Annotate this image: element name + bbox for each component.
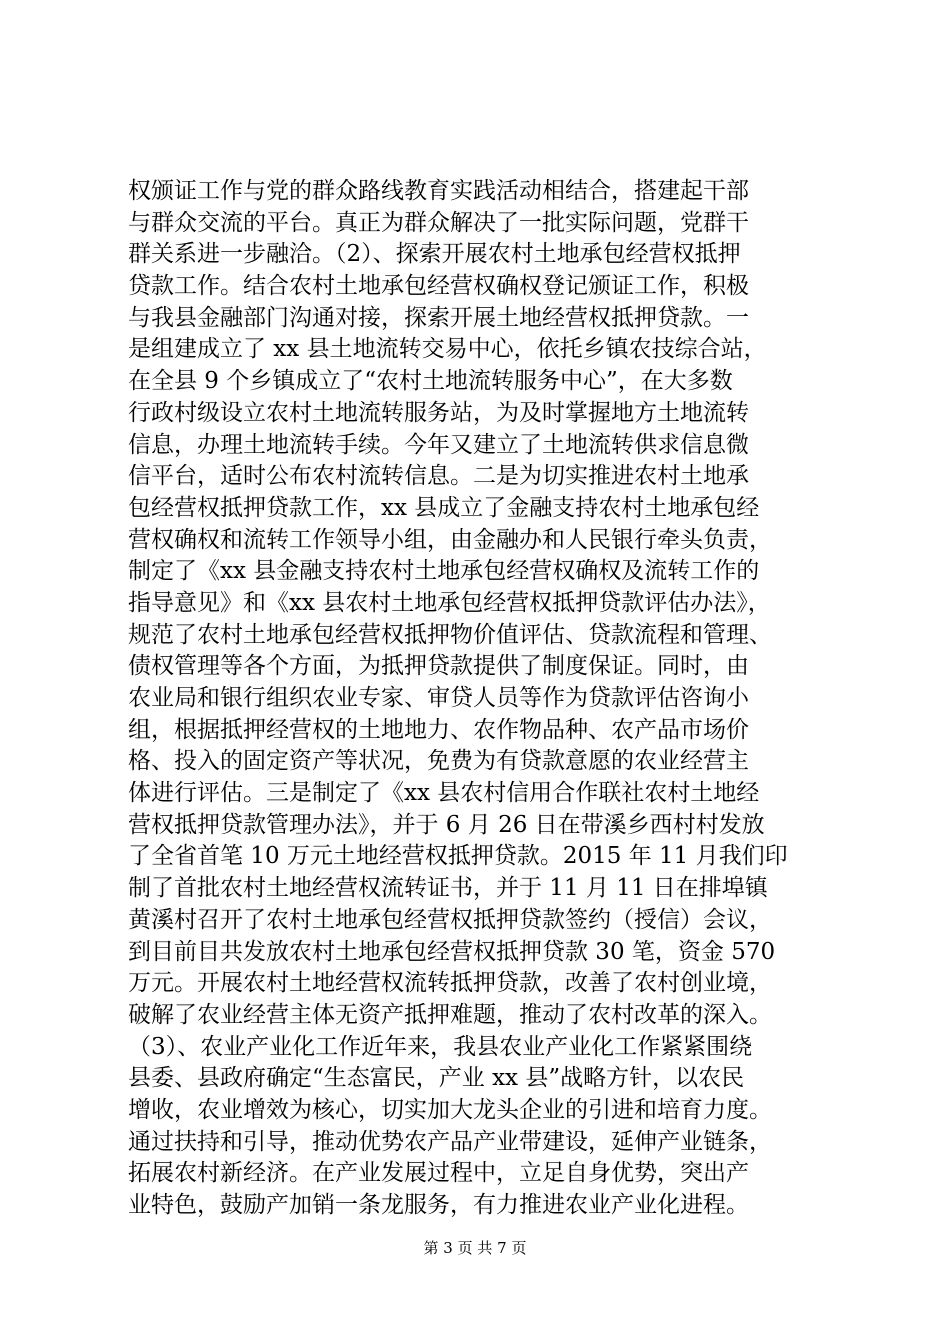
text-line-23: 制了首批农村土地经营权流转证书，并于 11 月 11 日在排埠镇 <box>128 875 768 902</box>
text-line-16: 债权管理等各个方面，为抵押贷款提供了制度保证。同时，由 <box>128 653 749 680</box>
text-line-9: 信息，办理土地流转手续。今年又建立了土地流转供求信息微 <box>128 431 749 458</box>
text-line-6: 是组建成立了 xx 县土地流转交易中心，依托乡镇农技综合站， <box>128 336 767 363</box>
text-line-20: 体进行评估。三是制定了《xx 县农村信用合作联社农村土地经 <box>128 780 760 807</box>
text-line-24: 黄溪村召开了农村土地承包经营权抵押贷款签约（授信）会议， <box>128 906 772 933</box>
text-line-18: 组，根据抵押经营权的土地地力、农作物品种、农产品市场价 <box>128 716 749 743</box>
text-line-4: 贷款工作。结合农村土地承包经营权确权登记颁证工作，积极 <box>128 273 749 300</box>
text-line-25: 到目前目共发放农村土地承包经营权抵押贷款 30 笔，资金 570 <box>128 938 776 965</box>
text-line-21: 营权抵押贷款管理办法》，并于 6 月 26 日在带溪乡西村村发放 <box>128 811 765 838</box>
text-line-22: 了全省首笔 10 万元土地经营权抵押贷款。2015 年 11 月我们印 <box>128 843 788 870</box>
page-indicator: 第 3 页 共 7 页 <box>423 1239 527 1257</box>
text-line-11: 包经营权抵押贷款工作，xx 县成立了金融支持农村土地承包经 <box>128 494 760 521</box>
text-line-3: 群关系进一步融洽。（2）、探索开展农村土地承包经营权抵押 <box>128 241 741 268</box>
body-text <box>128 176 828 1222</box>
text-line-19: 格、投入的固定资产等状况，免费为有贷款意愿的农业经营主 <box>128 748 749 775</box>
text-line-7: 在全县 9 个乡镇成立了“农村土地流转服务中心”，在大多数 <box>128 368 733 395</box>
text-line-15: 规范了农村土地承包经营权抵押物价值评估、贷款流程和管理、 <box>128 621 772 648</box>
page-footer <box>0 1238 950 1258</box>
text-line-8: 行政村级设立农村土地流转服务站，为及时掌握地方土地流转 <box>128 399 749 426</box>
text-line-32: 拓展农村新经济。在产业发展过程中，立足自身优势，突出产 <box>128 1160 749 1187</box>
text-line-28: （3）、农业产业化工作近年来，我县农业产业化工作紧紧围绕 <box>128 1033 753 1060</box>
text-line-12: 营权确权和流转工作领导小组，由金融办和人民银行牵头负责， <box>128 526 772 553</box>
text-line-29: 县委、县政府确定“生态富民，产业 xx 县”战略方针，以农民 <box>128 1065 745 1092</box>
text-line-1: 权颁证工作与党的群众路线教育实践活动相结合，搭建起干部 <box>128 178 749 204</box>
text-line-27: 破解了农业经营主体无资产抵押难题，推动了农村改革的深入。 <box>128 1001 772 1028</box>
text-line-31: 通过扶持和引导，推动优势农产品产业带建设，延伸产业链条， <box>128 1128 772 1155</box>
text-line-26: 万元。开展农村土地经营权流转抵押贷款，改善了农村创业境， <box>128 970 772 997</box>
text-line-2: 与群众交流的平台。真正为群众解决了一批实际问题，党群干 <box>128 209 749 236</box>
text-line-10: 信平台，适时公布农村流转信息。二是为切实推进农村土地承 <box>128 463 749 490</box>
text-line-5: 与我县金融部门沟通对接，探索开展土地经营权抵押贷款。一 <box>128 304 749 331</box>
text-line-13: 制定了《xx 县金融支持农村土地承包经营权确权及流转工作的 <box>128 558 760 585</box>
text-line-33: 业特色，鼓励产加销一条龙服务，有力推进农业产业化进程。 <box>128 1192 749 1218</box>
text-line-30: 增收，农业增效为核心，切实加大龙头企业的引进和培育力度。 <box>128 1096 772 1123</box>
text-line-14: 指导意见》和《xx 县农村土地承包经营权抵押贷款评估办法》， <box>128 589 771 616</box>
text-line-17: 农业局和银行组织农业专家、审贷人员等作为贷款评估咨询小 <box>128 685 749 711</box>
